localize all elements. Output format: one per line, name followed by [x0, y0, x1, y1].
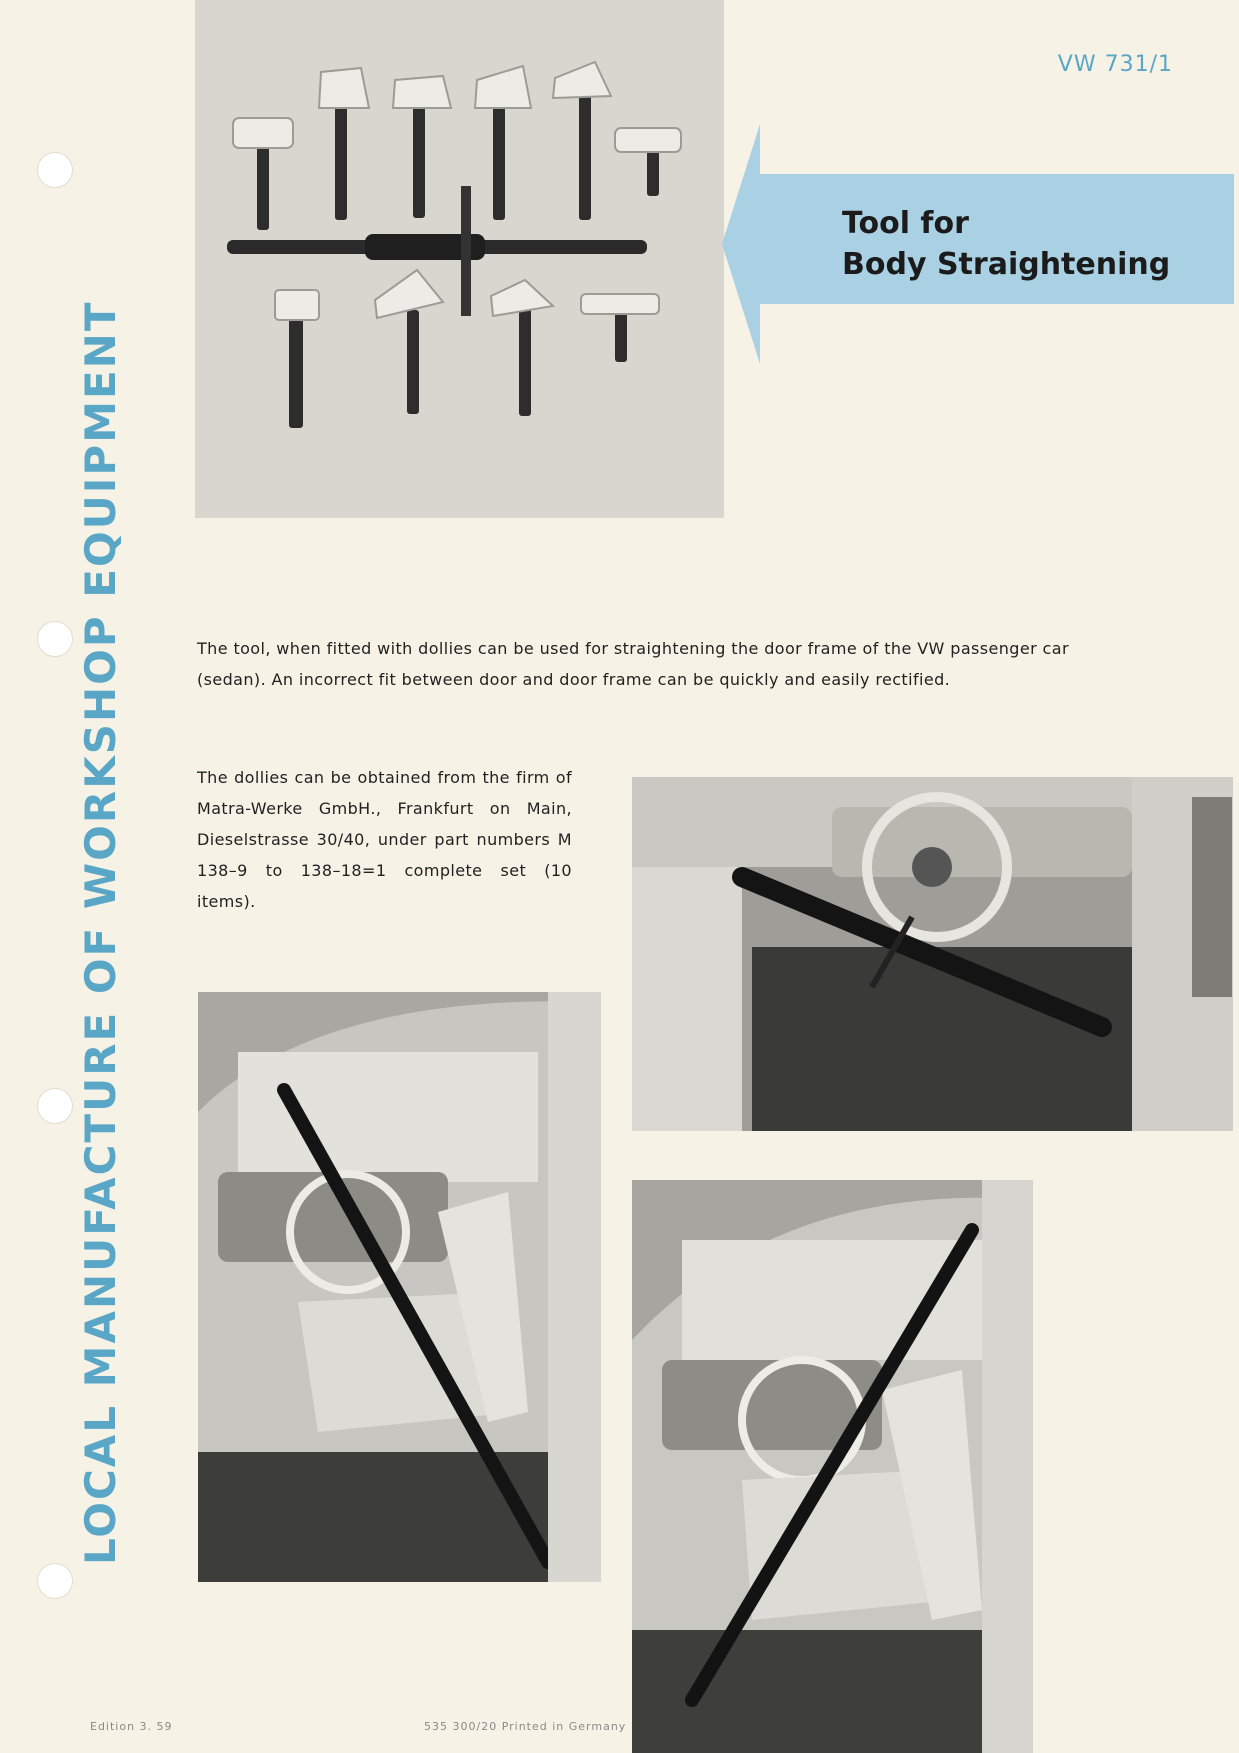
footer-edition: Edition 3. 59	[90, 1720, 173, 1733]
page-title	[842, 203, 1170, 285]
binder-hole-3	[37, 1088, 73, 1124]
binder-hole-1	[37, 152, 73, 188]
tools-photo	[195, 0, 724, 518]
car-interior-photo-2	[198, 992, 601, 1582]
supplier-paragraph: The dollies can be obtained from the firm of Matra-Werke GmbH., Frankfurt on Main, Dieselstrasse 30/40, under part numbers M 138–9 to 138–18=1 complete set (10 items).	[197, 768, 572, 911]
intro-paragraph: The tool, when fitted with dollies can be used for straightening the door frame of the VW passenger car (sedan). An incorrect fit between door and door frame can be quickly and easily rectified.	[197, 639, 1069, 689]
title-line-2: Body Straightening	[842, 247, 1171, 282]
document-number: VW 731/1	[1057, 52, 1173, 77]
car-interior-photo-3	[632, 1180, 1033, 1753]
binder-hole-4	[37, 1563, 73, 1599]
binder-hole-2	[37, 621, 73, 657]
car-interior-photo-1	[632, 777, 1233, 1131]
side-title: LOCAL MANUFACTURE OF WORKSHOP EQUIPMENT	[76, 300, 125, 1565]
footer-print-info: 535 300/20 Printed in Germany	[424, 1720, 627, 1733]
title-line-1: Tool for	[842, 206, 969, 241]
